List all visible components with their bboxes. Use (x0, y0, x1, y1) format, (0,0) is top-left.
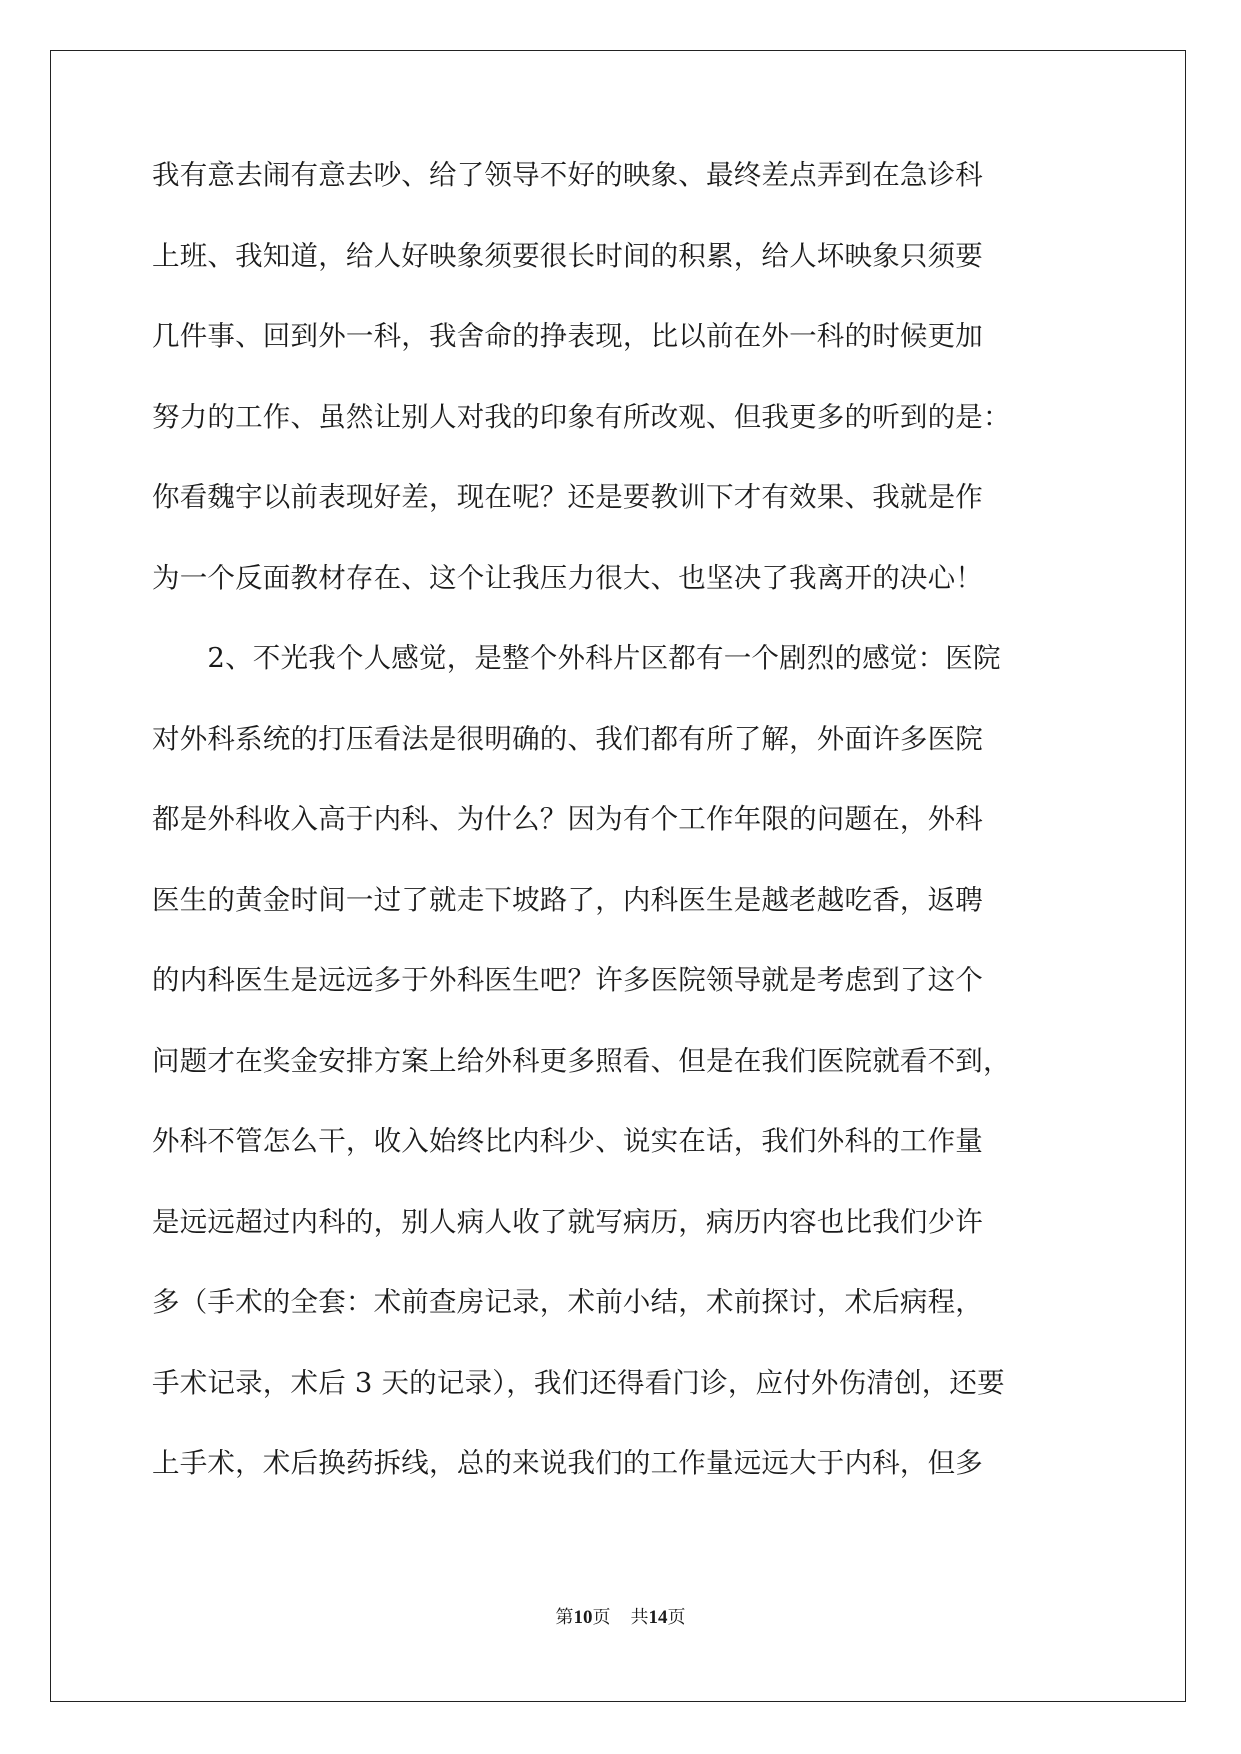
page-suffix: 页 (592, 1607, 611, 1628)
total-suffix: 页 (667, 1607, 686, 1628)
text-line: 是远远超过内科的，别人病人收了就写病历，病历内容也比我们少许 (152, 1205, 983, 1238)
text-line: 的内科医生是远远多于外科医生吧？许多医院领导就是考虑到了这个 (152, 964, 983, 996)
text-line: 上班、我知道，给人好映象须要很长时间的积累，给人坏映象只须要 (152, 239, 983, 272)
body-text (152, 160, 1090, 1529)
text-line: 手术记录，术后 3 天的记录），我们还得看门诊，应付外伤清创，还要 (152, 1366, 1005, 1399)
text-line: 外科不管怎么干，收入始终比内科少、说实在话，我们外科的工作量 (152, 1125, 983, 1157)
text-line: 上手术，术后换药拆线，总的来说我们的工作量远远大于内科，但多 (152, 1447, 983, 1479)
text-line: 我有意去闹有意去吵、给了领导不好的映象、最终差点弄到在急诊科 (152, 159, 983, 191)
text-line: 对外科系统的打压看法是很明确的、我们都有所了解，外面许多医院 (152, 722, 983, 755)
total-prefix: 共 (630, 1607, 649, 1628)
text-line: 医生的黄金时间一过了就走下坡路了，内科医生是越老越吃香，返聘 (152, 883, 983, 916)
text-line: 几件事、回到外一科，我舍命的挣表现，比以前在外一科的时候更加 (152, 320, 983, 352)
page-number: 10 (573, 1607, 593, 1628)
page-prefix: 第 (555, 1607, 574, 1628)
page-footer (0, 1606, 1241, 1630)
text-line: 为一个反面教材存在、这个让我压力很大、也坚决了我离开的决心！ (152, 561, 983, 594)
text-line: 问题才在奖金安排方案上给外科更多照看、但是在我们医院就看不到， (152, 1044, 1011, 1077)
text-line: 都是外科收入高于内科、为什么？因为有个工作年限的问题在，外科 (152, 803, 983, 835)
total-pages: 14 (648, 1607, 668, 1628)
text-line: 2、不光我个人感觉，是整个外科片区都有一个剧烈的感觉：医院 (152, 642, 1001, 674)
text-line: 努力的工作、虽然让别人对我的印象有所改观、但我更多的听到的是： (152, 400, 1011, 433)
text-line: 你看魏宇以前表现好差，现在呢？还是要教训下才有效果、我就是作 (152, 481, 983, 513)
text-line: 多（手术的全套：术前查房记录，术前小结，术前探讨，术后病程， (152, 1286, 983, 1318)
